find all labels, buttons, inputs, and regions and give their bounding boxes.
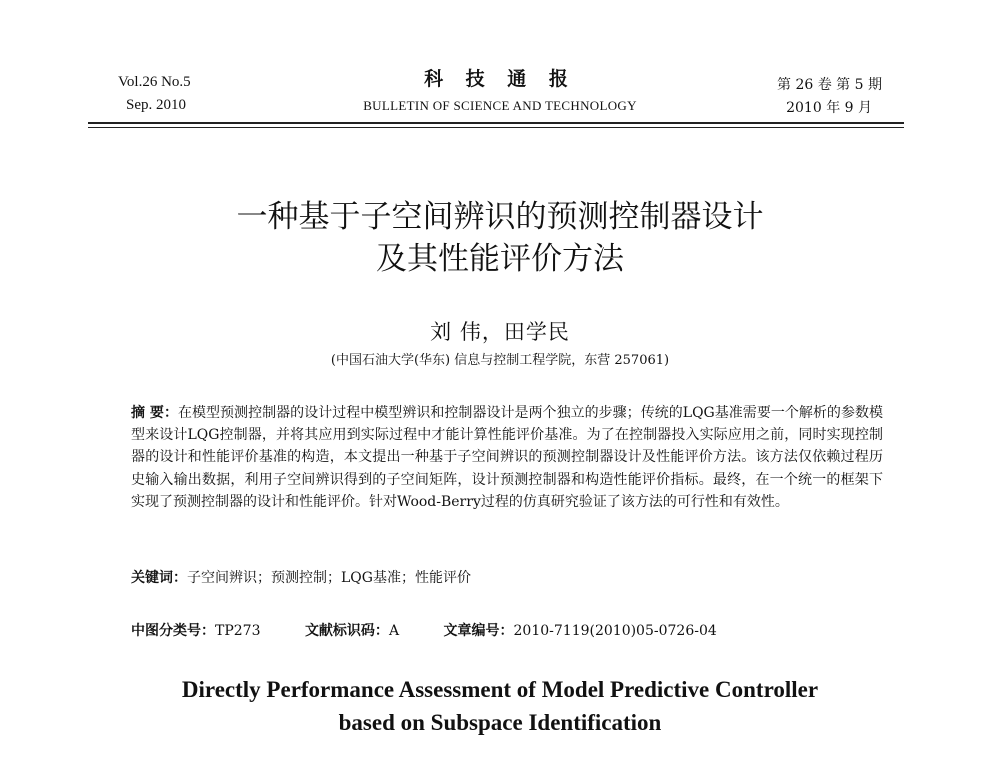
clc-number: 中图分类号：TP273: [131, 623, 261, 639]
affiliation: (中国石油大学(华东) 信息与控制工程学院，东营 257061): [330, 353, 670, 368]
paper-title: [0, 196, 1000, 280]
abstract-text: 在模型预测控制器的设计过程中模型辨识和控制器设计是两个独立的步骤；传统的LQG基准需要一个解析的参数模型来设计LQG控制器，并将其应用到实际过程中才能计算性能评价基准。为了在控制器投入实际应用之前，同时实现控制器的设计和性能评价基准的构造，本文提出一种基于子空间辨识的预测控制器设计及性能评价方法。该方法仅依赖过程历史输入输出数据，利用子空间辨识得到的子空间矩阵，设计预测控制器和构造性能评价指标。最终，在一个统一的框架下实现了预测控制器的设计和性能评价。针对Wood-Berry过程的仿真研究验证了该方法的可行性和有效性。: [131, 405, 883, 510]
volume-number-cn: 第 26 卷 第 5 期: [777, 77, 882, 93]
classification-line: [131, 620, 883, 642]
keywords-label: 关键词：: [131, 570, 187, 586]
authors: 刘 伟，田学民: [430, 320, 570, 344]
issue-date-cn: 2010 年 9 月: [786, 100, 872, 116]
article-number: 文章编号：2010-7119(2010)05-0726-04: [443, 623, 717, 639]
abstract-label: 摘 要：: [131, 405, 178, 421]
volume-number: Vol.26 No.5: [118, 74, 191, 90]
header-rule-thin: [88, 127, 904, 128]
keywords-text: 子空间辨识；预测控制；LQG基准；性能评价: [187, 570, 471, 586]
english-title: [0, 673, 1000, 739]
keywords: [131, 567, 883, 589]
paper-title-line-2: 及其性能评价方法: [376, 241, 624, 277]
journal-title-cn: 科 技 通 报: [424, 68, 576, 90]
english-title-line-1: Directly Performance Assessment of Model Predictive Controller: [181, 677, 819, 702]
header-rule-thick: [88, 122, 904, 124]
document-code: 文献标识码：A: [304, 623, 400, 639]
journal-title-en: BULLETIN OF SCIENCE AND TECHNOLOGY: [363, 98, 637, 113]
abstract: [131, 402, 883, 513]
english-title-line-2: based on Subspace Identification: [338, 710, 662, 735]
issue-date-en: Sep. 2010: [126, 97, 186, 113]
paper-title-line-1: 一种基于子空间辨识的预测控制器设计: [236, 199, 764, 235]
